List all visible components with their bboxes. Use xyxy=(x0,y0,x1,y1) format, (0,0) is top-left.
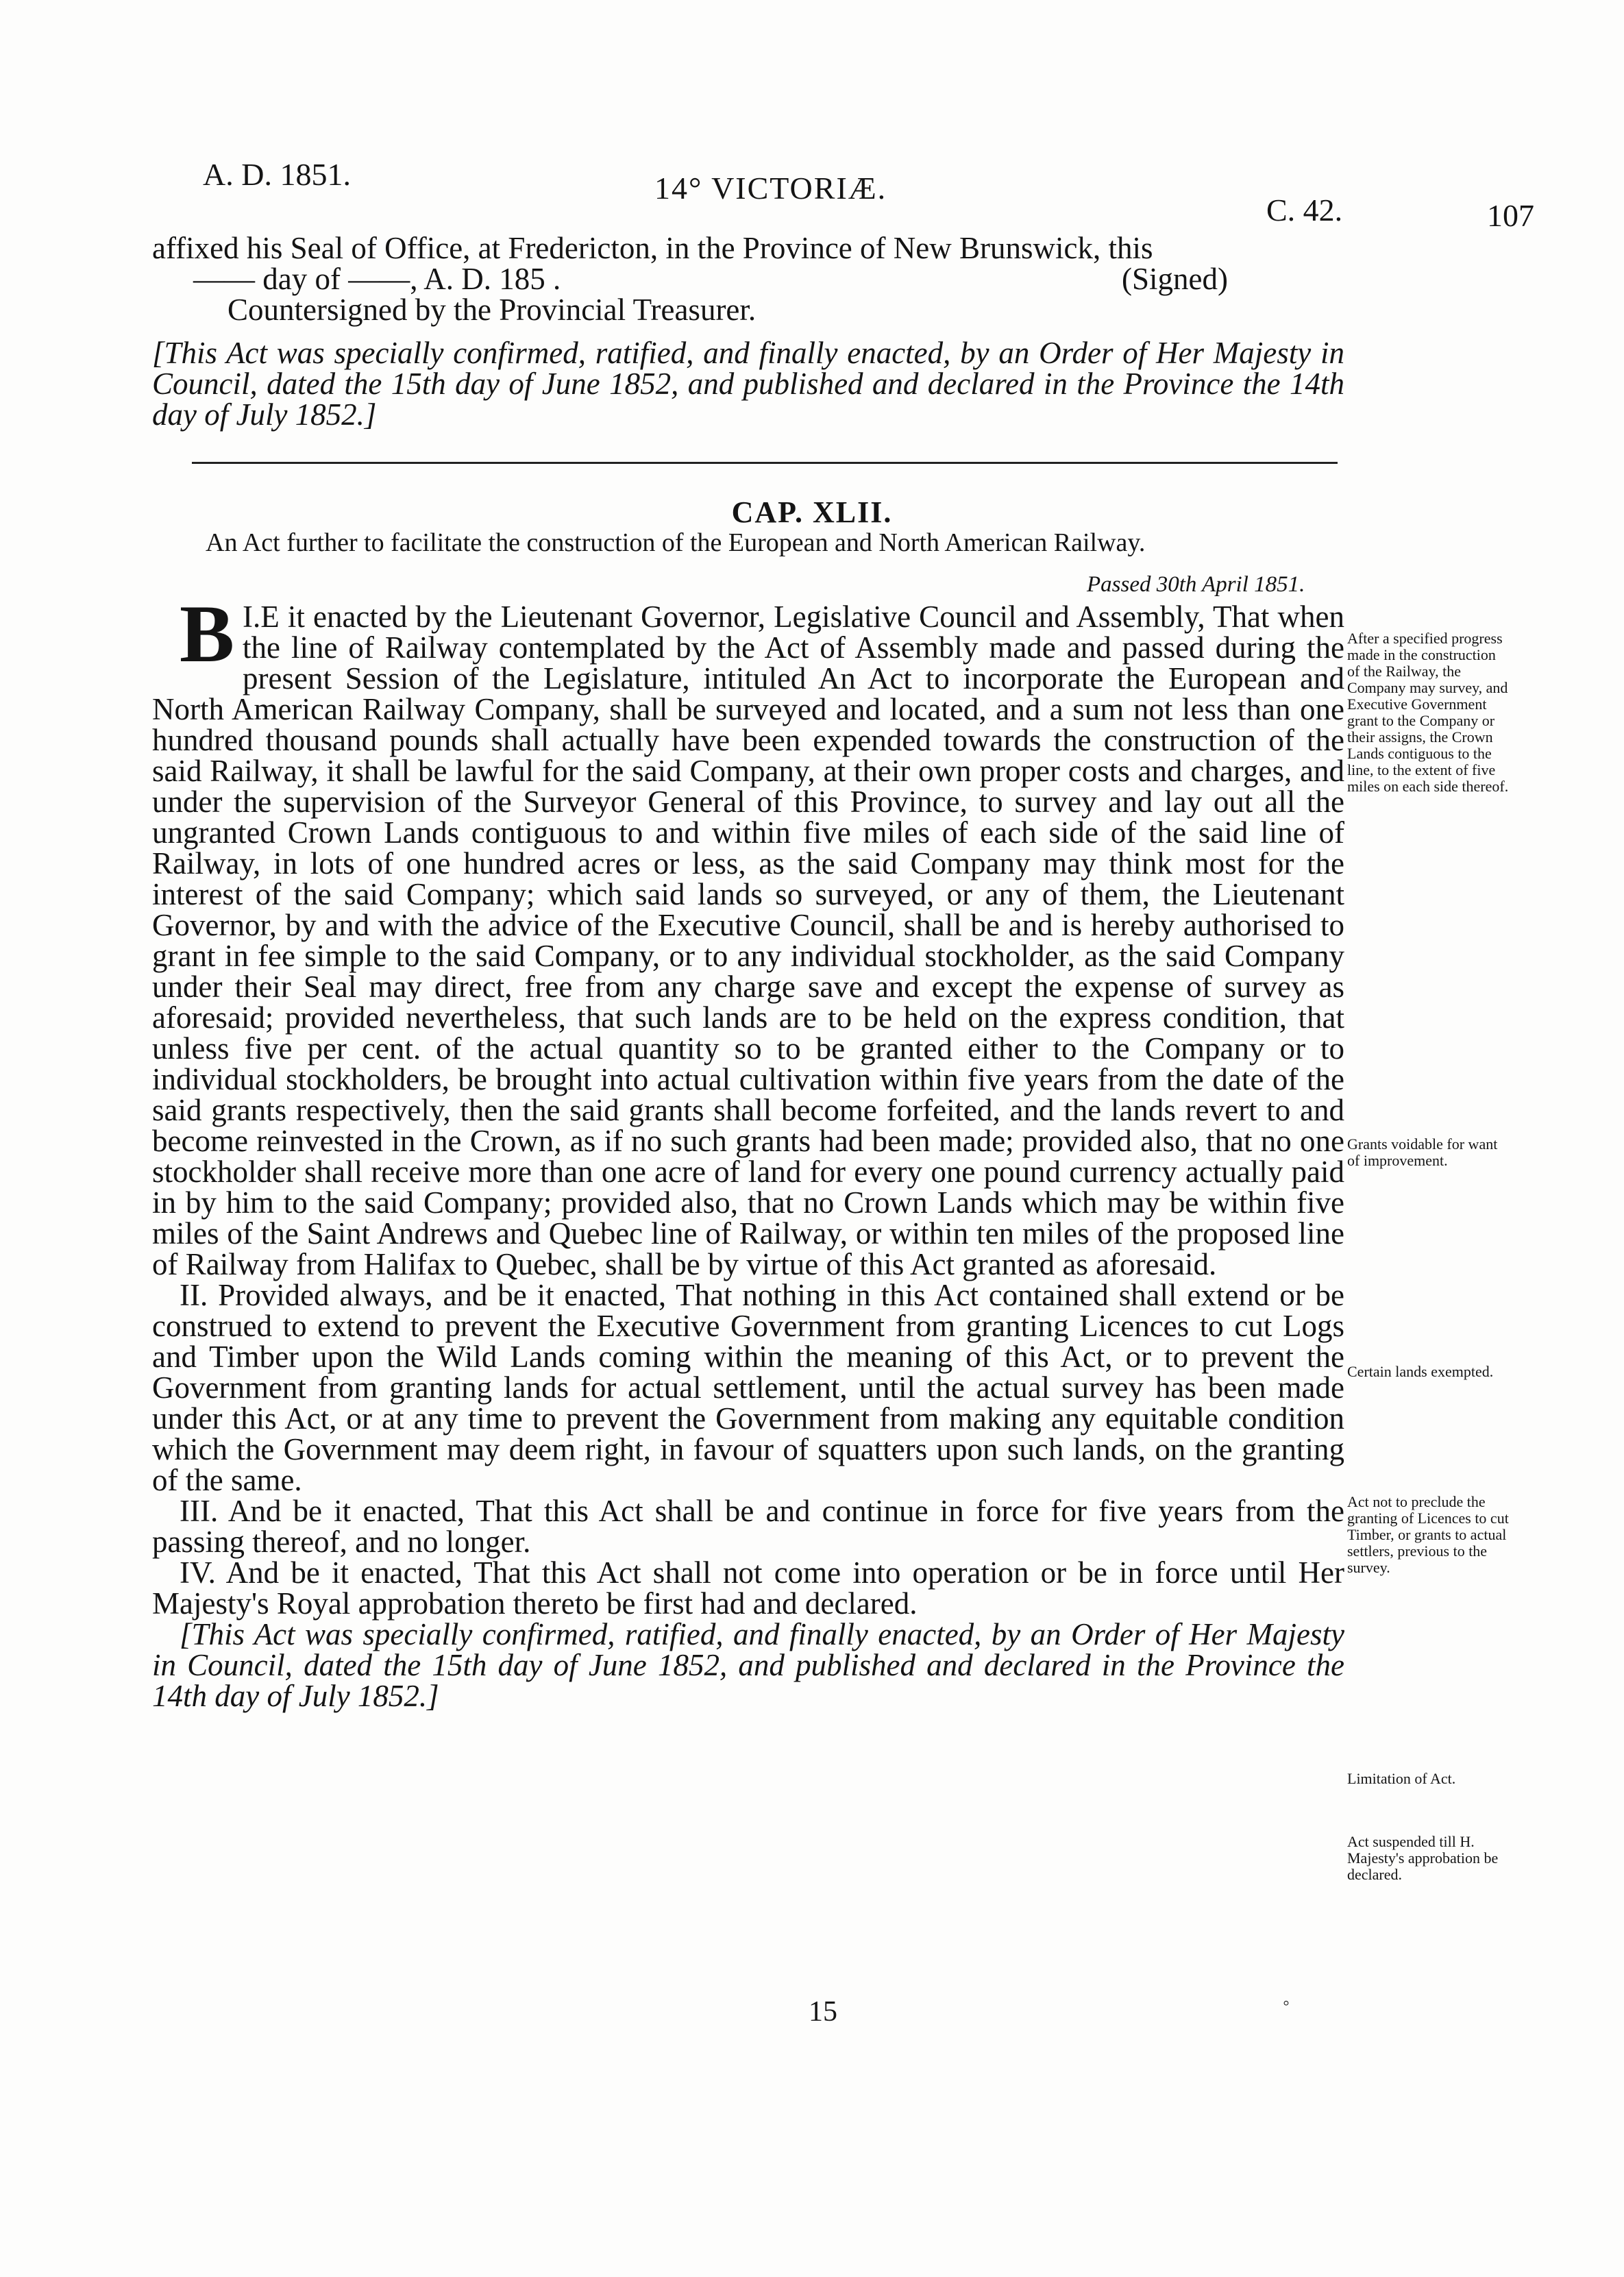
margin-note-licences: Act not to preclude the granting of Licences to cut Timber, or grants to actual settlers, previous to the survey. xyxy=(1347,1493,1509,1576)
header-reign: 14° VICTORIÆ. xyxy=(654,171,887,206)
act-title: An Act further to facilitate the construction of the European and North American Railway. xyxy=(206,528,1146,557)
intro-confirmation: [This Act was specially confirmed, ratified, and finally enacted, by an Order of Her Majesty in Council, dated the 15th day of June 1852, and published and declared in the Province the 14th day of July 1852.] xyxy=(152,336,1344,432)
signature-mark: 15 xyxy=(809,1996,837,2028)
header-chapter: C. 42. xyxy=(1266,193,1343,227)
act-confirmation: [This Act was specially confirmed, ratified, and finally enacted, by an Order of Her Majesty in Council, dated the 15th day of June 1852, and published and declared in the Province the 14th day of July 1852.] xyxy=(152,1617,1344,1713)
header-year: A. D. 1851. xyxy=(203,157,351,192)
page-number: 107 xyxy=(1487,198,1534,233)
cap-heading: CAP. XLII. xyxy=(731,495,893,529)
passed-date: Passed 30th April 1851. xyxy=(1087,572,1305,597)
ink-speck: ◦ xyxy=(1283,1993,1290,2014)
margin-note-voidable: Grants voidable for want of improvement. xyxy=(1347,1135,1498,1169)
margin-note-exempted: Certain lands exempted. xyxy=(1347,1363,1494,1380)
act-body xyxy=(152,588,1344,1713)
section-2: II. Provided always, and be it enacted, That nothing in this Act contained shall extend or be construed to extend to prevent the Executive Government from granting Licences to cut Logs and Timber upon the Wild Lands coming within the meaning of this Act, or to prevent the Government from granting lands for actual settlement, until the actual survey has been made under this Act, or at any time to prevent the Government from making any equitable condition which the Government may deem right, in favour of squatters upon such lands, on the granting of the same. xyxy=(152,1278,1344,1497)
countersigned-line: Countersigned by the Provincial Treasurer. xyxy=(227,293,756,327)
section-4: IV. And be it enacted, That this Act shall not come into operation or be in force until Her Majesty's Royal approbation thereto be first had and declared. xyxy=(152,1555,1344,1621)
signed-label: (Signed) xyxy=(1122,262,1228,296)
section-3: III. And be it enacted, That this Act shall be and continue in force for five years from the passing thereof, and no longer. xyxy=(152,1494,1344,1559)
section-1-number: I. xyxy=(243,600,261,634)
margin-note-suspended: Act suspended till H. Majesty's approbation be declared. xyxy=(1347,1833,1499,1883)
margin-note-grant: After a specified progress made in the construction of the Railway, the Company may survey, and Executive Government grant to the Company or their assigns, the Crown Lands contiguous to the line, to the extent of five miles on each side thereof. xyxy=(1347,630,1509,795)
date-blank: —— day of ——, A. D. 185 . xyxy=(193,262,561,296)
section-1-text: E it enacted by the Lieutenant Governor, Legislative Council and Assembly, That when the line of Railway contemplated by the Act of Assembly made and passed during the present Session of the Legislature, intituled An Act to incorporate the European and North American Railway Company, shall be surveyed and located, and a sum not less than one hundred thousand pounds shall actually have been expended towards the construction of the said Railway, it shall be lawful for the said Company, at their own proper costs and charges, and under the supervision of the Surveyor General of this Province, to survey and lay out all the ungranted Crown Lands contiguous to and within five miles of each side of the said line of Railway, in lots of one hundred acres or less, as the said Company may think most for the interest of the said Company; which said lands so surveyed, or any of them, the Lieutenant Governor, by and with the advice of the Executive Council, shall be and is hereby authorised to grant in fee simple to the said Company, or to any individual stockholder, as the said Company under their Seal may direct, free from any charge save and except the expense of survey as aforesaid; provided nevertheless, that such lands are to be held on the express condition, that unless five per cent. of the actual quantity so to be granted either to the Company or to individual stockholders, be brought into actual cultivation within five years from the date of the said grants respectively, then the said grants shall become forfeited, and the lands revert to and become reinvested in the Crown, as if no such grants had been made; provided also, that no one stockholder shall receive more than one acre of land for every one pound currency actually paid in by him to the said Company; provided also, that no Crown Lands which may be within five miles of the Saint Andrews and Quebec line of Railway, or within ten miles of the proposed line of Railway from Halifax to Quebec, shall be by virtue of this Act granted as aforesaid. xyxy=(152,600,1344,1281)
intro-line-2 xyxy=(152,264,1344,295)
intro-block xyxy=(152,233,1344,430)
section-1 xyxy=(152,588,1344,1281)
drop-cap: B xyxy=(180,588,235,679)
intro-line-1: affixed his Seal of Office, at Fredericton, in the Province of New Brunswick, this xyxy=(152,231,1153,265)
margin-note-limitation: Limitation of Act. xyxy=(1347,1770,1456,1787)
section-divider xyxy=(192,462,1338,464)
